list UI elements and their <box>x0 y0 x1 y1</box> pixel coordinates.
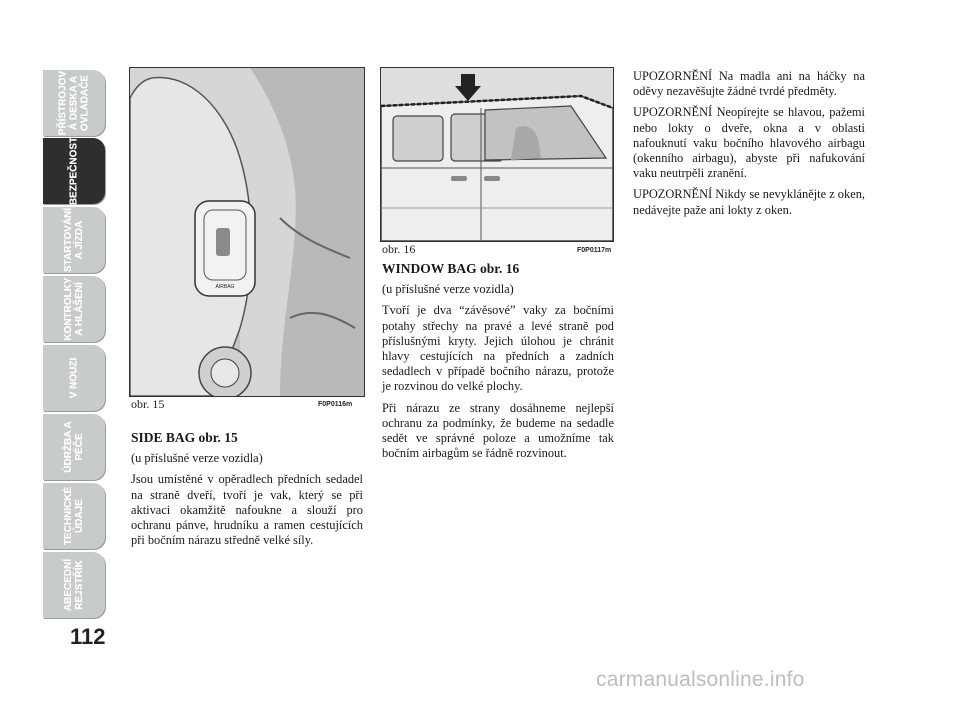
nav-tab-label: V NOUZI <box>68 357 80 399</box>
warning-1: UPOZORNĚNÍ Na madla ani na háčky na oděvy nezavěšujte žádné tvrdé předměty. <box>633 69 865 99</box>
warning-3: UPOZORNĚNÍ Nikdy se nevyklánějte z oken, nedávejte paže ani lokty z oken. <box>633 187 865 217</box>
figure-16-code: F0P0117m <box>577 247 612 254</box>
side-bag-heading: SIDE BAG obr. 15 <box>131 430 238 445</box>
seat-airbag-illustration <box>130 68 364 396</box>
nav-tab-pristrojova-deska[interactable] <box>43 70 105 136</box>
window-bag-paragraph-1: Tvoří je dva “závěsové” vaky za bočními potahy střechy na pravé a levé straně pod příslušnými kryty. Jejich úlohou je chránit hlavy cestujících na předních a zadních sedadlech v případě bočního nárazu, protože je rozvinou do velké plochy. <box>382 303 614 394</box>
van-window-airbag-illustration <box>381 68 613 241</box>
nav-tab-abecedni-rejstrik[interactable] <box>43 552 105 618</box>
nav-tab-label: PŘÍSTROJOV Á DESKA A OVLADAČE <box>57 70 91 136</box>
figure-15-seat-airbag <box>129 67 365 397</box>
nav-tab-bezpecnost[interactable] <box>43 138 105 204</box>
nav-tab-label: BEZPEČNOST <box>68 136 80 206</box>
airbag-label: AIRBAG <box>215 284 235 290</box>
warning-2: UPOZORNĚNÍ Neopírejte se hlavou, pažemi nebo lokty o dveře, okna a v oblasti nafouknutí vaku bočního hlavového airbagu (okenního airbagu), abyste při nafukování vaku neutrpěli zranění. <box>633 105 865 181</box>
nav-tab-technicke-udaje[interactable] <box>43 483 105 549</box>
window-bag-paragraph-2: Při nárazu ze strany dosáhneme nejlepší ochranu za podmínky, že budeme na sedadle sedět ve správné poloze a umožníme tak bočním airbagům se řádně rozvinout. <box>382 400 614 461</box>
watermark: carmanualsonline.info <box>596 668 805 691</box>
window-bag-section <box>382 261 614 467</box>
nav-tab-v-nouzi[interactable] <box>43 345 105 411</box>
nav-tab-label: TECHNICKÉ ÚDAJE <box>63 486 85 546</box>
window-bag-subheading: (u příslušné verze vozidla) <box>382 282 514 297</box>
side-bag-section <box>131 430 363 554</box>
side-bag-body: Jsou umístěné v opěradlech předních sedadel na straně dveří, tvoří je vak, který se při aktivaci okamžitě nafoukne a slouží pro ochranu pánve, hrudníku a ramen cestujících při bočním nárazu středně velké síly. <box>131 472 363 548</box>
nav-tab-kontrolky[interactable] <box>43 276 105 342</box>
figure-16-window-airbag <box>380 67 614 242</box>
warnings-section <box>633 69 865 224</box>
window-bag-heading: WINDOW BAG obr. 16 <box>382 261 520 276</box>
page-number: 112 <box>70 624 106 649</box>
nav-tab-label: ÚDRŽBA A PÉČE <box>63 421 85 473</box>
nav-tab-startovani[interactable] <box>43 207 105 273</box>
figure-16-caption: obr. 16 <box>382 242 416 256</box>
nav-tab-label: STARTOVÁNÍ A JÍZDA <box>63 207 85 273</box>
nav-tab-label: ABECEDNÍ REJSTŘÍK <box>63 558 85 612</box>
nav-tab-label: KONTROLKY A HLÁŠENÍ <box>63 277 85 341</box>
nav-tab-udrzba[interactable] <box>43 414 105 480</box>
side-bag-subheading: (u příslušné verze vozidla) <box>131 451 263 466</box>
figure-15-caption: obr. 15 <box>131 397 165 411</box>
figure-15-code: F0P0116m <box>318 401 353 408</box>
